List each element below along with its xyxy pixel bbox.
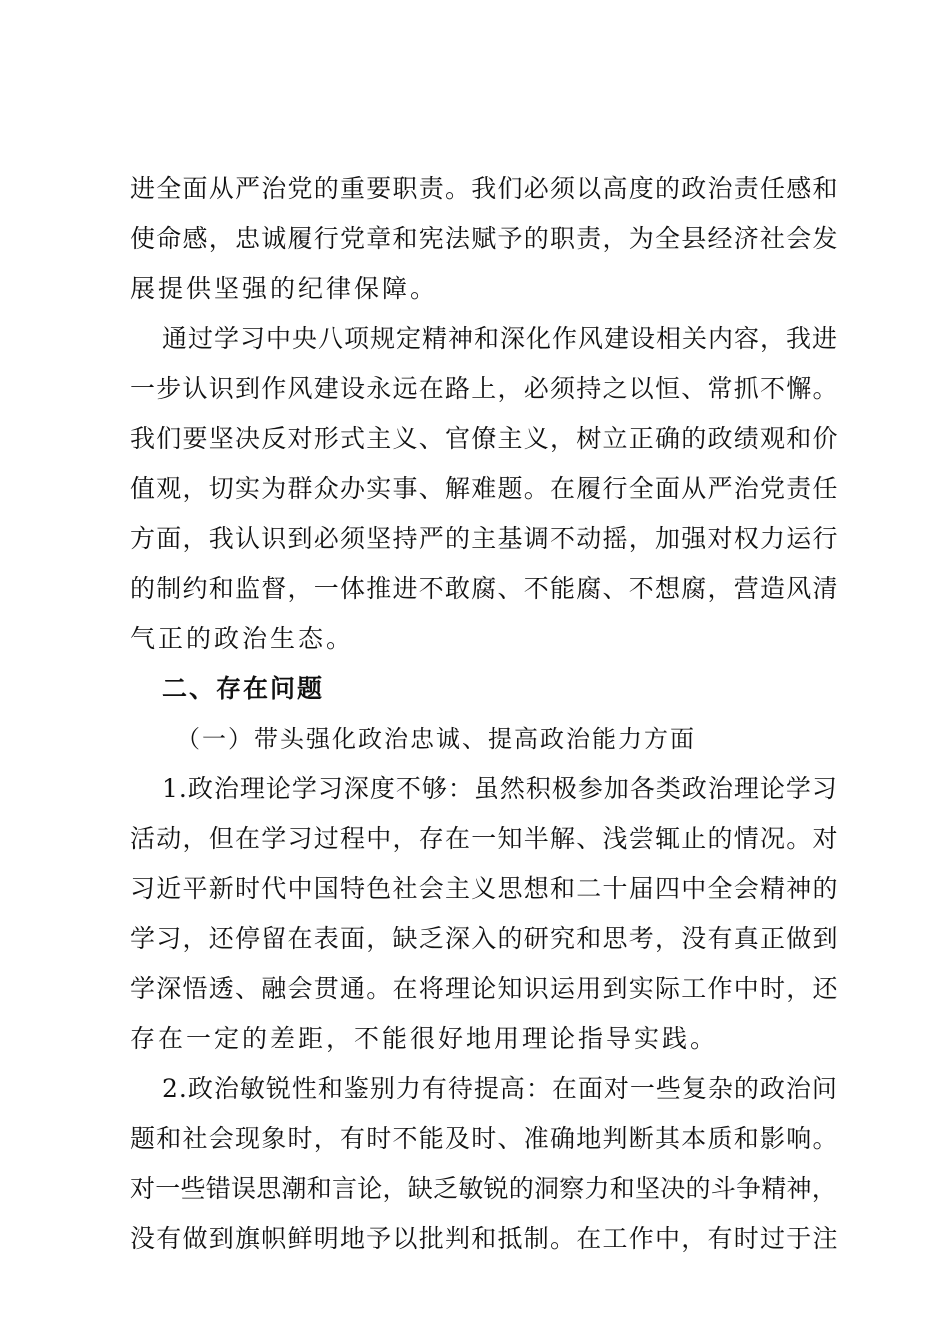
paragraph-line: 我们要坚决反对形式主义、官僚主义，树立正确的政绩观和价	[130, 424, 839, 453]
paragraph-line: 使命感，忠诚履行党章和宪法赋予的职责，为全县经济社会发	[130, 224, 839, 253]
paragraph-line: 气正的政治生态。	[130, 624, 355, 653]
paragraph-line: 存在一定的差距，不能很好地用理论指导实践。	[130, 1024, 719, 1053]
paragraph-line: 展提供坚强的纪律保障。	[130, 274, 439, 303]
paragraph-line: 一步认识到作风建设永远在路上，必须持之以恒、常抓不懈。	[130, 374, 839, 403]
paragraph-line: 活动，但在学习过程中，存在一知半解、浅尝辄止的情况。对	[130, 824, 839, 853]
paragraph-line: 的制约和监督，一体推进不敢腐、不能腐、不想腐，营造风清	[130, 574, 839, 603]
paragraph-line: 学习，还停留在表面，缺乏深入的研究和思考，没有真正做到	[130, 924, 839, 953]
paragraph-line: 进全面从严治党的重要职责。我们必须以高度的政治责任感和	[130, 174, 839, 203]
paragraph-line: 方面，我认识到必须坚持严的主基调不动摇，加强对权力运行	[130, 524, 839, 553]
paragraph-line: 2.政治敏锐性和鉴别力有待提高：在面对一些复杂的政治问	[162, 1074, 838, 1103]
paragraph-line: 习近平新时代中国特色社会主义思想和二十届四中全会精神的	[130, 874, 839, 903]
paragraph-line: 学深悟透、融会贯通。在将理论知识运用到实际工作中时，还	[130, 974, 839, 1003]
paragraph-line: 没有做到旗帜鲜明地予以批判和抵制。在工作中，有时过于注	[130, 1224, 839, 1253]
paragraph-line: 题和社会现象时，有时不能及时、准确地判断其本质和影响。	[130, 1124, 839, 1153]
section-heading: 二、存在问题	[162, 674, 325, 703]
paragraph-line: 通过学习中央八项规定精神和深化作风建设相关内容，我进	[162, 324, 839, 353]
paragraph-line: 1.政治理论学习深度不够：虽然积极参加各类政治理论学习	[162, 774, 838, 803]
paragraph-line: 值观，切实为群众办实事、解难题。在履行全面从严治党责任	[130, 474, 839, 503]
paragraph-line: 对一些错误思潮和言论，缺乏敏锐的洞察力和坚决的斗争精神，	[130, 1174, 838, 1203]
subsection-heading: （一）带头强化政治忠诚、提高政治能力方面	[176, 725, 696, 753]
